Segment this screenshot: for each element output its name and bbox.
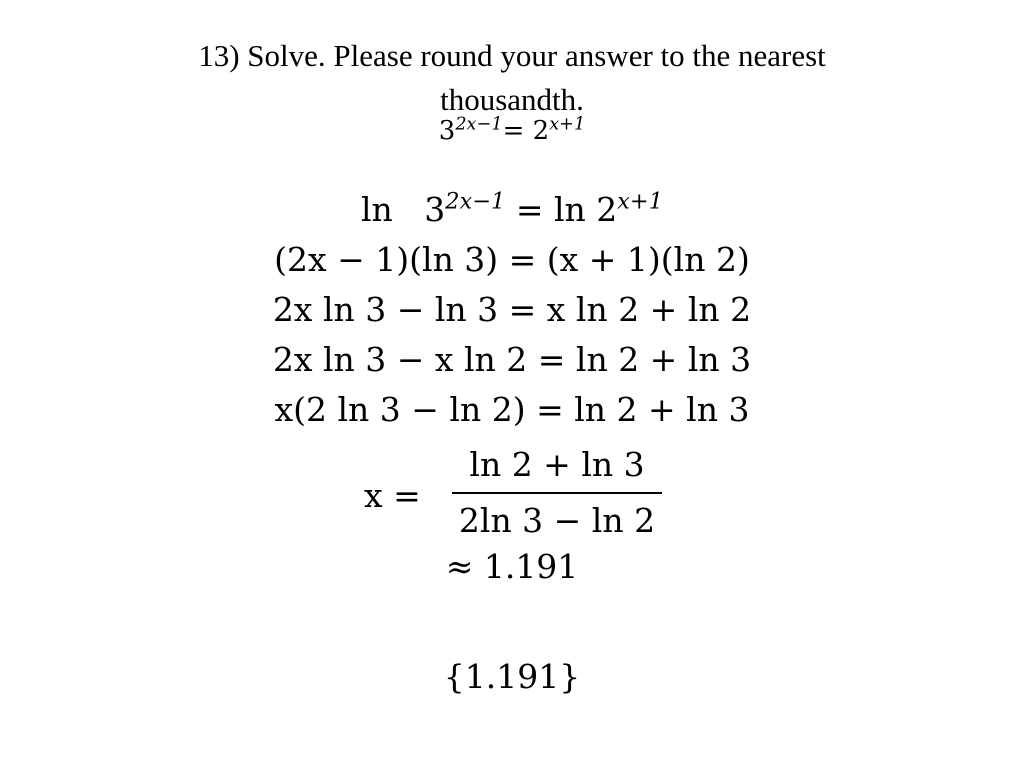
fraction-bar [452,492,662,494]
solution-set: {1.191} [443,657,581,696]
fraction-numerator: ln 2 + ln 3 [469,445,645,484]
given-left-exponent: 2x−1 [455,114,503,135]
fraction [452,444,662,542]
problem-title [112,34,912,122]
step-distribute: 2x ln 3 − ln 3 = x ln 2 + ln 2 [272,290,752,329]
fraction-lhs: x = [364,476,421,515]
step-factor: x(2 ln 3 − ln 2) = ln 2 + ln 3 [274,390,750,429]
step-1-ln: ln [361,190,393,229]
title-line-2: thousandth. [440,82,584,117]
solution-steps [112,185,912,435]
given-left-base: 3 [438,116,456,146]
step-1-exponent: 2x−1 [445,188,506,215]
step-1-right-exponent: x+1 [617,188,663,215]
approximation: ≈ 1.191 [445,547,579,586]
solution-fraction [312,444,712,544]
step-collect-terms: 2x ln 3 − x ln 2 = ln 2 + ln 3 [272,340,752,379]
title-line-1: 13) Solve. Please round your answer to the nearest [198,38,826,73]
step-take-log [112,185,912,235]
step-1-base: 3 [424,190,446,229]
given-right-base: 2 [532,116,550,146]
given-equation [312,115,712,147]
step-power-rule: (2x − 1)(ln 3) = (x + 1)(ln 2) [274,240,750,279]
fraction-denominator: 2ln 3 − ln 2 [458,501,656,540]
given-right-exponent: x+1 [549,114,586,135]
given-equals: = [502,116,533,146]
step-1-right: = ln 2 [515,190,618,229]
